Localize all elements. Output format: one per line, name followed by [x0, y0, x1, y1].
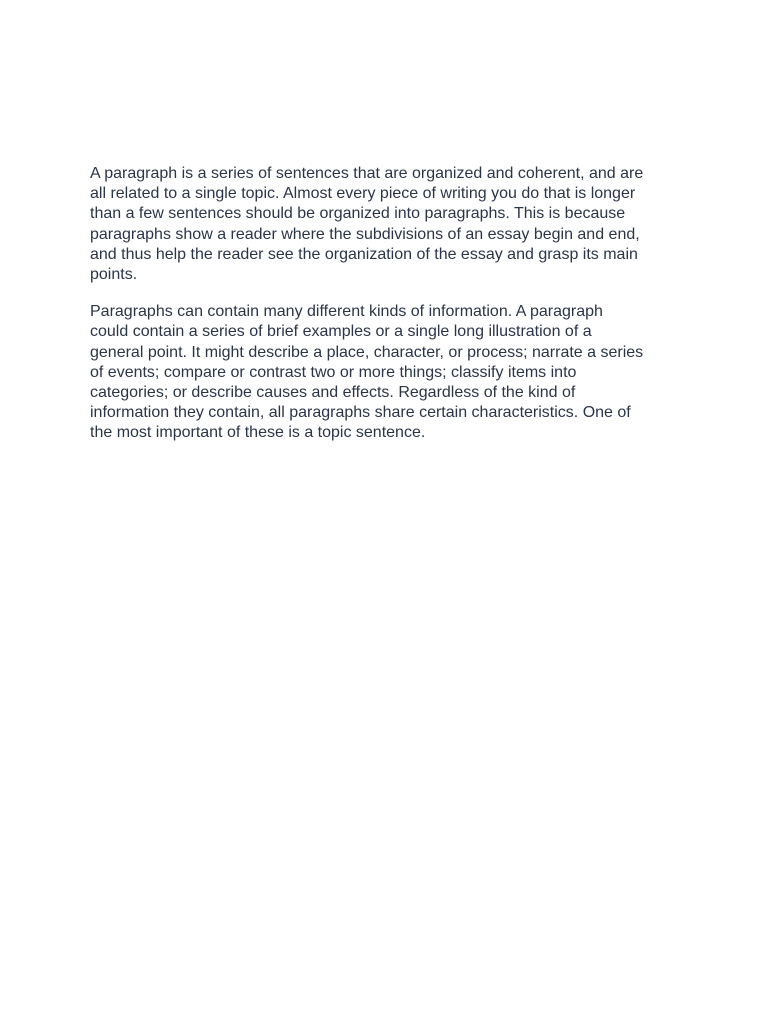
paragraph-2: Paragraphs can contain many different kinds of information. A paragraph could contain a series of brief examples or a single long illustration of a general point. It might describe a place, character, or process; narrate a series of events; compare or contrast two or more things; classify items into categories; or describe causes and effects. Regardless of the kind of information they contain, all paragraphs share certain characteristics. One of the most important of these is a topic sentence.	[90, 303, 644, 442]
paragraph-1: A paragraph is a series of sentences that are organized and coherent, and are all related to a single topic. Almost every piece of writing you do that is longer than a few sentences should be organized into paragraphs. This is because paragraphs show a reader where the subdivisions of an essay begin and end, and thus help the reader see the organization of the essay and grasp its main points.	[90, 165, 644, 284]
document-body	[90, 164, 684, 461]
